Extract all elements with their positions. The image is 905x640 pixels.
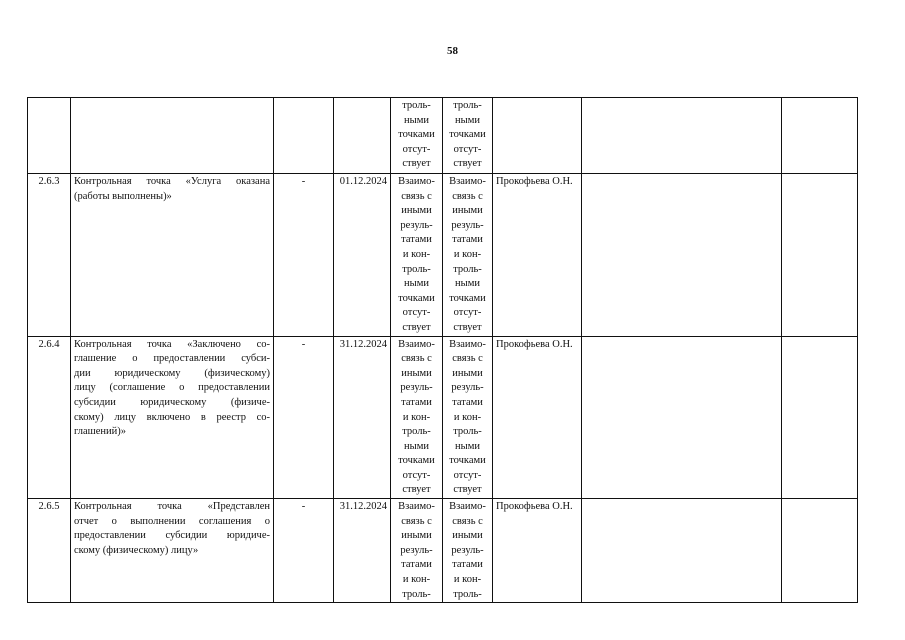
relationship-line: татами bbox=[401, 559, 432, 571]
relationship-line: резуль- bbox=[451, 382, 484, 394]
end-date-cell: 01.12.2024 bbox=[334, 174, 391, 337]
relationship-line: резуль- bbox=[451, 219, 484, 231]
relationship-line: и кон- bbox=[402, 248, 431, 260]
relationship-line: точками bbox=[449, 129, 486, 141]
relationship-line: и кон- bbox=[453, 411, 482, 423]
row-number-cell: 2.6.3 bbox=[28, 174, 71, 337]
empty-cell-2 bbox=[782, 98, 858, 174]
relationship-line: и кон- bbox=[453, 574, 482, 586]
relationship-line: точками bbox=[449, 292, 486, 304]
relationship-line: резуль- bbox=[400, 219, 433, 231]
name-line: дии юридическому (физическому) bbox=[74, 367, 270, 379]
page-number: 58 bbox=[447, 45, 458, 57]
relationship-line: иными bbox=[452, 205, 483, 217]
relationship-line: ствует bbox=[402, 484, 431, 496]
relationship-cell-2 bbox=[443, 174, 493, 337]
relationship-line: татами bbox=[401, 234, 432, 246]
end-date-cell: 31.12.2024 bbox=[334, 499, 391, 603]
relationship-line: отсут- bbox=[402, 469, 431, 481]
relationship-line: ными bbox=[404, 278, 429, 290]
relationship-cell-1 bbox=[391, 336, 443, 499]
relationship-line: ными bbox=[455, 440, 480, 452]
relationship-line: связь с bbox=[452, 190, 483, 202]
relationship-line: татами bbox=[452, 559, 483, 571]
relationship-line: отсут- bbox=[453, 469, 482, 481]
name-line: Контрольная точка «Заключено со- bbox=[74, 338, 270, 350]
relationship-line: татами bbox=[452, 396, 483, 408]
name-line: (работы выполнены)» bbox=[74, 190, 172, 202]
control-points-table bbox=[27, 97, 858, 603]
empty-cell-1 bbox=[582, 174, 782, 337]
name-line: скому) лицу включено в реестр со- bbox=[74, 411, 270, 423]
responsible-person-cell: Прокофьева О.Н. bbox=[493, 336, 582, 499]
name-line: отчет о выполнении соглашения о bbox=[74, 515, 270, 527]
relationship-line: резуль- bbox=[451, 544, 484, 556]
relationship-line: ными bbox=[455, 114, 480, 126]
relationship-cell-1 bbox=[391, 174, 443, 337]
relationship-line: ствует bbox=[453, 484, 482, 496]
relationship-line: резуль- bbox=[400, 544, 433, 556]
relationship-cell-1 bbox=[391, 499, 443, 603]
relationship-line: иными bbox=[452, 530, 483, 542]
table-row bbox=[28, 174, 858, 337]
relationship-line: Взаимо- bbox=[449, 501, 486, 513]
relationship-line: и кон- bbox=[453, 248, 482, 260]
control-point-name-cell bbox=[71, 98, 274, 174]
relationship-line: троль- bbox=[402, 263, 431, 275]
row-number-cell: 2.6.5 bbox=[28, 499, 71, 603]
relationship-line: связь с bbox=[401, 515, 432, 527]
name-line: скому (физическому) лицу» bbox=[74, 544, 199, 556]
relationship-line: ствует bbox=[402, 158, 431, 170]
empty-cell-2 bbox=[782, 499, 858, 603]
relationship-line: Взаимо- bbox=[449, 338, 486, 350]
name-line: лицу (соглашение о предоставлении bbox=[74, 382, 270, 394]
relationship-line: и кон- bbox=[402, 574, 431, 586]
end-date-cell: 31.12.2024 bbox=[334, 336, 391, 499]
relationship-line: Взаимо- bbox=[398, 338, 435, 350]
control-point-name-cell bbox=[71, 336, 274, 499]
relationship-line: связь с bbox=[452, 515, 483, 527]
control-point-name-cell bbox=[71, 499, 274, 603]
relationship-line: Взаимо- bbox=[449, 176, 486, 187]
relationship-line: ными bbox=[404, 440, 429, 452]
name-line: глашение о предоставлении субси- bbox=[74, 353, 270, 365]
relationship-line: ствует bbox=[453, 321, 482, 333]
relationship-line: отсут- bbox=[402, 143, 431, 155]
relationship-line: иными bbox=[401, 530, 432, 542]
relationship-line: татами bbox=[452, 234, 483, 246]
empty-cell-2 bbox=[782, 174, 858, 337]
relationship-line: иными bbox=[401, 205, 432, 217]
relationship-line: татами bbox=[401, 396, 432, 408]
relationship-cell-2 bbox=[443, 336, 493, 499]
responsible-person-cell: Прокофьева О.Н. bbox=[493, 174, 582, 337]
relationship-line: ствует bbox=[453, 158, 482, 170]
relationship-line: и кон- bbox=[402, 411, 431, 423]
relationship-line: троль- bbox=[402, 588, 431, 600]
table-row bbox=[28, 336, 858, 499]
relationship-line: ствует bbox=[402, 321, 431, 333]
name-line: Контрольная точка «Услуга оказана bbox=[74, 176, 270, 187]
relationship-line: троль- bbox=[402, 426, 431, 438]
relationship-line: связь с bbox=[401, 353, 432, 365]
relationship-cell-1 bbox=[391, 98, 443, 174]
relationship-line: троль- bbox=[453, 263, 482, 275]
relationship-line: Взаимо- bbox=[398, 176, 435, 187]
empty-cell-1 bbox=[582, 336, 782, 499]
relationship-line: точками bbox=[398, 129, 435, 141]
empty-cell-1 bbox=[582, 98, 782, 174]
responsible-person-cell bbox=[493, 98, 582, 174]
name-line: субсидии юридическому (физиче- bbox=[74, 396, 270, 408]
relationship-line: ными bbox=[404, 114, 429, 126]
relationship-cell-2 bbox=[443, 499, 493, 603]
relationship-line: иными bbox=[452, 367, 483, 379]
end-date-cell bbox=[334, 98, 391, 174]
relationship-line: резуль- bbox=[400, 382, 433, 394]
relationship-line: отсут- bbox=[453, 307, 482, 319]
relationship-line: иными bbox=[401, 367, 432, 379]
name-line: Контрольная точка «Представлен bbox=[74, 501, 270, 513]
relationship-line: точками bbox=[398, 292, 435, 304]
relationship-line: отсут- bbox=[453, 143, 482, 155]
empty-cell-1 bbox=[582, 499, 782, 603]
name-line: предоставлении субсидии юридиче- bbox=[74, 530, 270, 542]
control-point-name-cell bbox=[71, 174, 274, 337]
relationship-line: троль- bbox=[453, 426, 482, 438]
relationship-line: троль- bbox=[453, 100, 482, 111]
relationship-line: связь с bbox=[452, 353, 483, 365]
table-row bbox=[28, 98, 858, 174]
start-date-cell: - bbox=[274, 174, 334, 337]
name-line: глашений)» bbox=[74, 426, 127, 438]
row-number-cell: 2.6.4 bbox=[28, 336, 71, 499]
relationship-line: Взаимо- bbox=[398, 501, 435, 513]
relationship-line: связь с bbox=[401, 190, 432, 202]
table-row bbox=[28, 499, 858, 603]
relationship-line: троль- bbox=[453, 588, 482, 600]
start-date-cell bbox=[274, 98, 334, 174]
relationship-line: точками bbox=[449, 455, 486, 467]
relationship-cell-2 bbox=[443, 98, 493, 174]
relationship-line: отсут- bbox=[402, 307, 431, 319]
relationship-line: точками bbox=[398, 455, 435, 467]
empty-cell-2 bbox=[782, 336, 858, 499]
start-date-cell: - bbox=[274, 336, 334, 499]
relationship-line: ными bbox=[455, 278, 480, 290]
responsible-person-cell: Прокофьева О.Н. bbox=[493, 499, 582, 603]
relationship-line: троль- bbox=[402, 100, 431, 111]
row-number-cell bbox=[28, 98, 71, 174]
start-date-cell: - bbox=[274, 499, 334, 603]
